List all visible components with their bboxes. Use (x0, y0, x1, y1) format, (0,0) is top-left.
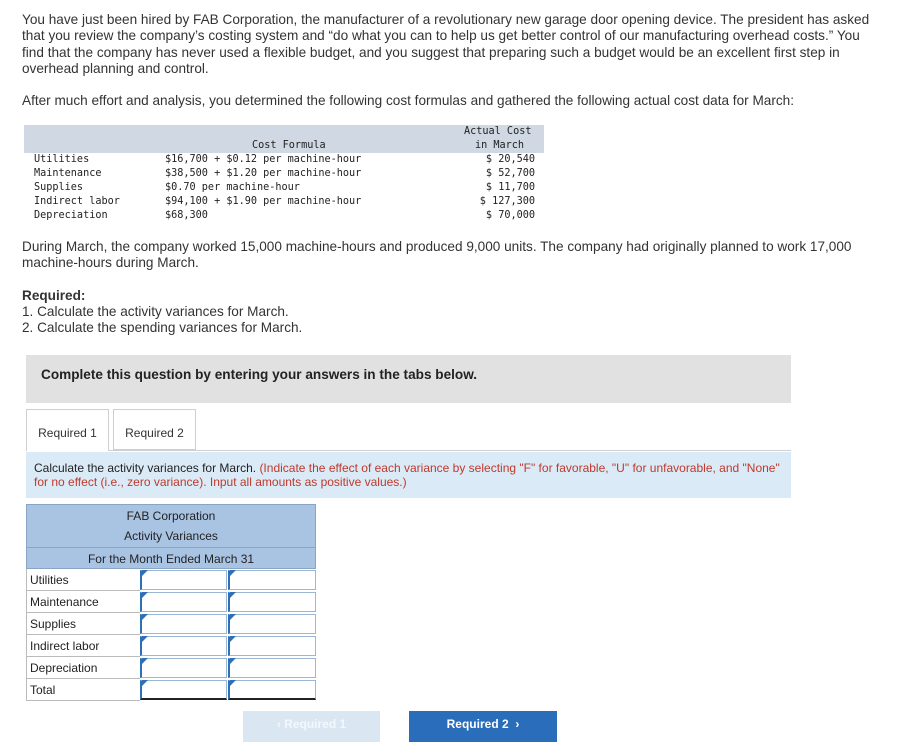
cost-formula: $0.70 per machine-hour (165, 182, 300, 193)
row-label: Supplies (26, 613, 140, 635)
variance-effect-select[interactable] (228, 636, 316, 656)
cost-formula: $68,300 (165, 210, 208, 221)
instruction-text: Calculate the activity variances for March. (34, 461, 257, 475)
variance-effect-select[interactable] (228, 592, 316, 612)
cell-marker-icon (142, 614, 148, 620)
problem-intro-2: After much effort and analysis, you determined the following cost formulas and gathered the following actual cost data for March: (22, 93, 794, 108)
cell-marker-icon (142, 636, 148, 642)
tab-required-1[interactable]: Required 1 (26, 409, 109, 451)
instruction-panel (26, 452, 791, 498)
chevron-right-icon: › (512, 717, 520, 731)
cell-marker-icon (142, 658, 148, 664)
row-label: Maintenance (26, 591, 140, 613)
problem-intro: You have just been hired by FAB Corporation, the manufacturer of a revolutionary new garage door opening device. The president has asked that you review the company’s costing system and “do what you can to help us get better control of our manufacturing overhead costs.” You find that the company has never used a flexible budget, and you suggest that preparing such a budget would be an excellent first step in overhead planning and control. (22, 12, 870, 76)
cost-formula: $38,500 + $1.20 per machine-hour (165, 168, 362, 179)
cost-formula: $16,700 + $0.12 per machine-hour (165, 154, 362, 165)
cost-item: Supplies (34, 182, 84, 193)
actual-cost: $ 70,000 (485, 210, 535, 221)
variance-amount-input[interactable] (140, 636, 227, 656)
required-item-1: 1. Calculate the activity variances for March. (22, 304, 289, 319)
prev-button-label: Required 1 (284, 717, 347, 731)
cell-marker-icon (142, 570, 148, 576)
cost-item: Indirect labor (34, 196, 120, 207)
row-label: Indirect labor (26, 635, 140, 657)
variance-amount-input[interactable] (140, 614, 227, 634)
cell-marker-icon (230, 592, 236, 598)
tab-required-2[interactable]: Required 2 (113, 409, 196, 450)
table-row (26, 591, 316, 613)
table-row (26, 569, 316, 591)
cell-marker-icon (142, 592, 148, 598)
cost-formula-header: Cost Formula (252, 140, 326, 151)
table-title-report: Activity Variances (26, 526, 316, 547)
tabs-divider (26, 450, 791, 451)
table-row (26, 635, 316, 657)
table-title-company: FAB Corporation (26, 504, 316, 526)
cell-marker-icon (230, 614, 236, 620)
actual-cost-header-1: Actual Cost (464, 126, 532, 137)
actual-cost: $ 20,540 (485, 154, 535, 165)
actual-cost: $ 127,300 (479, 196, 535, 207)
variance-effect-select[interactable] (228, 658, 316, 678)
next-required-button[interactable] (409, 711, 557, 742)
variance-effect-select[interactable] (228, 614, 316, 634)
actual-cost: $ 11,700 (485, 182, 535, 193)
row-label: Utilities (26, 569, 140, 591)
cost-formula-table (24, 125, 544, 226)
instruction-hint: (Indicate the effect of each variance by selecting "F" for favorable, "U" for unfavorable, and "None" for no effect (i.e., zero variance). Input all amounts as positive values.) (34, 461, 780, 489)
table-row (26, 613, 316, 635)
problem-activity-note: During March, the company worked 15,000 machine-hours and produced 9,000 units. The company had originally planned to work 17,000 machine-hours during March. (22, 239, 852, 271)
total-effect-select[interactable] (228, 680, 316, 700)
prev-required-button[interactable] (243, 711, 380, 742)
complete-question-text: Complete this question by entering your answers in the tabs below. (41, 367, 478, 382)
cost-item: Utilities (34, 154, 90, 165)
table-title-period: For the Month Ended March 31 (26, 547, 316, 569)
cost-item: Maintenance (34, 168, 102, 179)
variance-amount-input[interactable] (140, 570, 227, 590)
chevron-left-icon: ‹ (276, 717, 281, 731)
cost-formula: $94,100 + $1.90 per machine-hour (165, 196, 362, 207)
variance-effect-select[interactable] (228, 570, 316, 590)
row-label: Depreciation (26, 657, 140, 679)
variance-amount-input[interactable] (140, 592, 227, 612)
cell-marker-icon (230, 570, 236, 576)
row-label: Total (26, 679, 140, 701)
table-row (26, 657, 316, 679)
table-row-total (26, 679, 316, 701)
cost-item: Depreciation (34, 210, 108, 221)
cell-marker-icon (230, 636, 236, 642)
actual-cost-header-2: in March (475, 140, 525, 151)
next-button-label: Required 2 (446, 717, 509, 731)
cell-marker-icon (142, 680, 148, 686)
cell-marker-icon (230, 680, 236, 686)
required-item-2: 2. Calculate the spending variances for March. (22, 320, 303, 335)
variance-amount-input[interactable] (140, 658, 227, 678)
complete-question-banner (26, 355, 791, 403)
total-amount-input[interactable] (140, 680, 227, 700)
cell-marker-icon (230, 658, 236, 664)
required-heading: Required: (22, 288, 86, 303)
actual-cost: $ 52,700 (485, 168, 535, 179)
